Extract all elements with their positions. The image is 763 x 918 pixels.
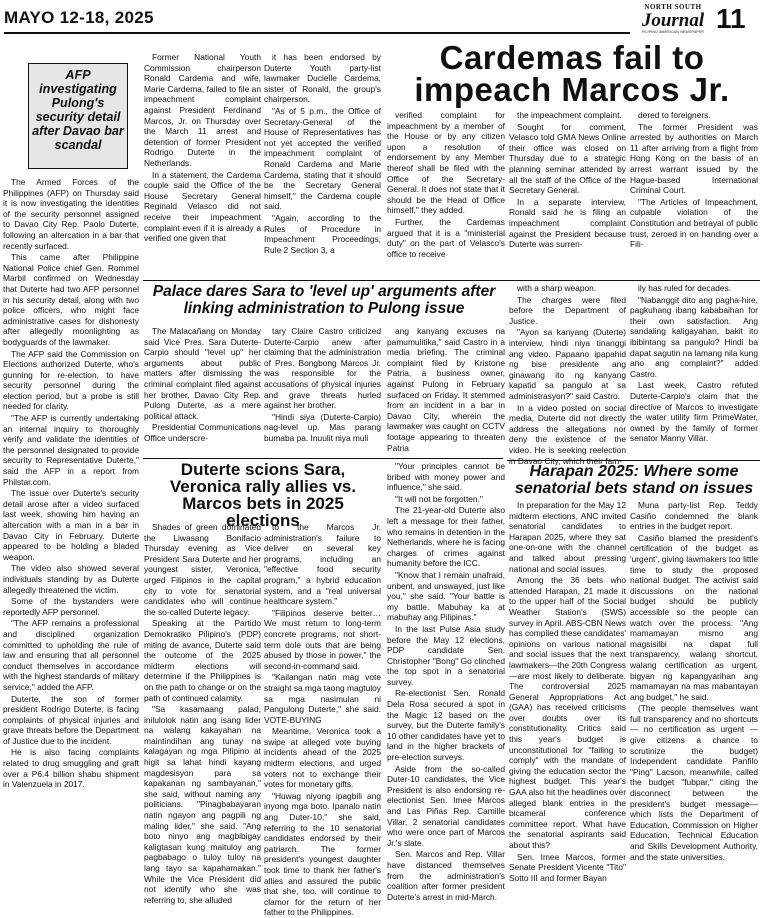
story4-column-1 [509, 500, 626, 883]
story2-column-1 [144, 326, 261, 456]
sidebar-headline: AFP investigating Pulong's security detail after Davao bar scandal [28, 63, 128, 169]
logo-main-text: Journal [641, 10, 705, 31]
story2-column-3 [387, 326, 505, 456]
paragraph: This came after Philippine National Police chief Gen. Rommel Marbil confirmed on Wednesday that Duterte had two AFP personnel in his security detail, along with two police officers, who might face administrative cases for dishonesty after allegedly moonlighting as bodyguards of the lawmaker. [3, 252, 139, 347]
paragraph: The issue over Duterte's security detail arose after a video surfaced last week, showing him having an altercation with a man in a bar in Davao City in February. Duterte appeared to be holding a bladed weapon. [3, 488, 139, 562]
paragraph: "The AFP remains a professional and disciplined organization committed to upholding the rule of law and ensuring that all personnel conduct themselves in accordance with the highest standards of military service," added the AFP. [3, 618, 139, 692]
paragraph: The charges were filed before the Department of Justice. [509, 294, 626, 326]
paragraph: tary Claire Castro criticized Duterte-Carpio anew after claiming that the administration of Pres. Bongbong Marcos Jr. was responsible for the accusations of physical injuries and grave threats hurled against her brother. [264, 326, 381, 411]
paragraph: Presidential Communications Office underscre- [144, 422, 261, 443]
paragraph: The former President was arrested by authorities on March 11 after arriving from a flight from Hong Kong on the basis of an arrest warrant issued by the Hague-based International Criminal Court. [630, 121, 758, 196]
paragraph: verified complaint for impeachment by a member of the House or by any citizen upon a resolution of endorsement by any Member thereof shall be filed with the Office of the Secretary-General. It does not state that it should be the Head of Office himself," they added. [387, 110, 505, 216]
paragraph: In a video posted on social media, Duterte did not directly address the allegations nor deny the existence of the video. He is seeking reelection [509, 402, 626, 455]
paragraph: Sen. Imee Marcos, former Senate President Vicente "Tito" Sotto III and former Bayan [509, 851, 626, 883]
paragraph: "The AFP is currently undertaking an internal inquiry to thoroughly verify and validate the identities of the personnel designated to provide security to Representative Duterte," said the AFP in a report from Philstar.com. [3, 413, 139, 487]
story3-column-1 [144, 522, 261, 905]
paragraph: Aside from the so-called Duter-10 candidates, the Vice President is also endorsing re-electionist Sen. Imee Marcos and Las Piñas Rep. Camille Villar, 2 senatorial candidates who were once part of Marcos Jr.'s slate. [387, 763, 505, 848]
paragraph: with a sharp weapon. [517, 283, 597, 293]
paragraph: The Armed Forces of the Philippines (AFP) on Thursday said it is now investigating the identities of the security personnel assigned to Davao City Rep. Paolo Duterte, following an altercation in a bar that recently surfaced. [3, 177, 139, 251]
story3-column-3 [387, 461, 505, 902]
paragraph: Last week, Castro refuted Duterte-Carpio's claim that the directive of Marcos to investigate the water utility firm PrimeWater, owned by the family of former senator Manny Villar. [630, 380, 758, 444]
paragraph: Shades of green dominated the Liwasang Bonifacio Thursday evening as Vice President Sara Duterte and her youngest sister, Veronica, urged Filipinos in the capital city to vote for senatorial candidates who will continue the so-called Duterte legacy. [144, 522, 261, 617]
paragraph: The Malacañang on Monday said Vice Pres. Sara Duterte-Carpio should "level up" her arguments about public matters after dismissing the criminal complaint filed against her brother, Davao City Rep. Pulong Duterte, as a mere political attack. [144, 326, 261, 421]
divider-3 [507, 460, 760, 461]
paragraph: "Your principles cannot be bribed with money power and influence," she said. [387, 461, 505, 493]
paragraph: Some of the bystanders were reportedly AFP personnel. [3, 596, 139, 617]
paragraph: Meantime, Veronica took a swipe at alleged vote buying incidents ahead of the 2025 midterm elections, and urged voters not to exchange their votes for monetary gifts. [264, 726, 381, 790]
paragraph: ang kanyang excuses na pamumulitika," said Castro in a media briefing. The criminal complaint filed by Kristone Patria, a business owner, against Pulong in February surfaced on Friday. It stemmed from an incident in a bar in Davao City, wherein the lawmaker was caught on CCTV footage appearing to threaten Patria [387, 326, 505, 453]
story2-column-2 [264, 326, 381, 456]
story1-column-5 [630, 110, 758, 278]
paragraph: "Sa kasamaang palad, inilulolok natin ang isang lider na walang kakayahan na maintindihan ang tunay na kalagayan ng mga Pilipino at higit sa lahat hindi kayang magdesisyon para sa kapakanan ng sambayanan," she said, without naming any politicians. "Pinagbabayaran natin ngayon ang pagpili ng maling lider," she said. "Ang boto ninyo ang magbibigay kaligtasan kung maituloy ang pagbabago o tuloy tuloy na lang tayo sa kapahamakan." While the Vice President did not identify who she was referring to, she alluded [144, 704, 261, 905]
story2-column-4 [509, 283, 626, 456]
story3-headline: Duterte scions Sara, Veronica rally allies vs. Marcos bets in 2025 elections [169, 460, 357, 530]
paragraph: In preparation for the May 12 midterm elections, ANC invited senatorial candidates to Harapan 2025, where they sat one-on-one with the channel and talked about pressing national and social issues. [509, 500, 626, 574]
paragraph: ily has ruled for decades. [638, 283, 732, 293]
divider-1 [143, 280, 760, 281]
paragraph: "Ayon sa kanyang (Duterte) interview, hindi niya tinanggi ang video. Papaano ipapahid ng bise presidente ang ginawang ito ng kanyang kapatid sa pangulo at sa administrasyon?" said Castro. [509, 327, 626, 401]
paragraph: Former National Youth Commission chairperson Ronald Cardema and wife, Marie Cardema, failed to file an impeachment complaint against President Ferdinand Marcos, Jr. on Thursday over the March 11 arrest and detention of former President Rodrigo Duterte in the Netherlands. [144, 52, 261, 168]
paragraph: Duterte, the son of former president Rodrigo Duterte, is facing complaints of physical injuries and grave threats before the Department of Justice due to the incident. [3, 693, 139, 746]
header-rule [4, 32, 630, 34]
paragraph: "The Articles of Impeachment, culpable violation of the Constitution and betrayal of public trust, zeroed in on handing over a Fili- [630, 196, 758, 250]
story1-column-3 [387, 110, 505, 278]
paragraph: In a separate interview, Ronald said he is filing an impeachment complaint against the President because Duterte was surren- [509, 196, 626, 250]
paragraph: Further, the Cardemas argued that it is a "ministerial duty" on the part of Velasco's office to receive [387, 216, 505, 259]
paragraph: "Nabanggit dito ang pagha-hire, pagkuhang ibang kababaihan for their own satisfaction. Ang sandaling kaligayahan, bakit ito ibibintang sa pangulo? Hindi ba dapat sagutin na lamang nila kung ano ang complaint?" added Castro. [630, 294, 758, 379]
paragraph: Sought for comment, Velasco told GMA News Online their office was closed on Thursday due to a strategic planning seminar attended by all the staff of the Office of the Secretary General. [509, 121, 626, 196]
story1-column-1 [144, 52, 261, 278]
paragraph: "Again, according to the Rules of Procedure in Impeachment Proceedings, Rule 2 Section 3, a [264, 212, 381, 255]
paragraph: Speaking at the Partido Demokratiko Pilipino's (PDP) miting de avance, Duterte said the outcome of the 2025 midterm elections will determine if the Philippines is on the path to change or on the path of continued calamity. [144, 618, 261, 703]
paragraph: The 21-year-old Duterte also left a message for their father, who remains in detention in the Netherlands, where he is facing charges of crimes against humanity before the ICC. [387, 505, 505, 569]
paragraph: "Hindi siya (Duterte-Carpio) nag-level up. Mas parang bumaba pa. Inuulit niya muli [264, 411, 381, 443]
paragraph: "Kailangan natin mag vote straight sa mga taong magtuloy sa mga nasimulan ni Pangulong Duterte," she said. VOTE-BUYING [264, 672, 381, 725]
story3-column-2 [264, 522, 381, 918]
logo-sub-text: FILIPINO AMERICAN NEWSPAPER [641, 30, 705, 34]
paragraph: "As of 5 p.m., the Office of Secretary-General of the House of Representatives has not yet accepted the verified impeachment complaint of Ronald Cardema and Marie Cardema, stating that it should be the Secretary General himself," the Cardema couple said. [264, 105, 381, 212]
paragraph: "Know that I remain unafraid, unbent, and unswayed, just like you," she said. "Your battle is my battle. Mabuhay ka at mabuhay ang Pilipinas." [387, 569, 505, 623]
story1-column-2 [264, 52, 381, 278]
paragraph: In the last Pulse Asia study before the May 12 elections, PDP candidate Sen. Christopher "Bong" Go clinched the top spot in a senatorial survey. [387, 623, 505, 687]
divider-2 [143, 458, 503, 459]
paragraph: The AFP said the Commission on Elections authorized Duterte, who's gunning for re-election, to have security personnel during the election period, but a probe is still needed for clarity. [3, 348, 139, 412]
paragraph: Casiño blamed the president's certification of the budget as 'urgent', giving lawmakers too little time to study the proposed national budget. The activist said discussions on the national budget should be publicly accessible so the people can watch over the process. "Ang mamamayan mismo ang magsisilbi na dapat full transparency, walang shortcut, walang certification as urgent, bigyan ng kapangyarihan ang mamamayan na mas mabantayan ang budget," he said. [630, 532, 758, 702]
paragraph: "Filipinos deserve better… We must return to long-term concrete programs, not short-term dole outs that are being abused by those in power," the second-in-command said. [264, 607, 381, 671]
paragraph: the impeachment complaint. [517, 110, 622, 120]
paragraph: Muna party-list Rep. Teddy Casiño condemned the blank entries in the budget report. [630, 500, 758, 532]
story2-column-5 [630, 283, 758, 456]
paragraph: (The people themselves want full transparency and no shortcuts — no certification as urgent — give citizens a chance to scrutinize the budget) Independent candidate Panfilo "Ping" Lacson, meanwhile, called the budget "fubpar," citing the disconnect between the president's budget message—which lists the Department of Education, Commission on Higher Education, Technical Education and Skills Development Authority, and the state universities. [630, 703, 758, 862]
issue-date: MAYO 12-18, 2025 [4, 8, 154, 27]
story2-headline: Palace dares Sara to 'level up' arguments after linking administration to Pulong issue [152, 283, 496, 317]
paragraph: In a statement, the Cardema couple said the Office of the House Secretary General Reginald Velasco did not receive their impeachment complaint even if it is already a verified one given that [144, 169, 261, 244]
story1-column-4 [509, 110, 626, 278]
story4-headline: Harapan 2025: Where some senatorial bets stand on issues [514, 463, 754, 497]
page-number: 11 [716, 3, 746, 34]
paragraph: "Huwag niyong ipagbili ang inyong mga boto. Ipanalo natin ang Duter-10," she said, referring to the 10 senatorial candidates endorsed by their patriarch. The former president's youngest daughter took time to thank her father's allies and assured the public that she, too, will continue to clamor for the return of her father to the Philippines. [264, 790, 381, 918]
paragraph: "It will not be forgotten." [395, 493, 483, 504]
sidebar-article-body [3, 177, 139, 857]
paragraph: He is also facing complaints related to drug smuggling and graft over a P6.4 billion shabu shipment in Valenzuela in 2017. [3, 747, 139, 790]
story4-column-2 [630, 500, 758, 862]
paragraph: Among the 36 bets who attended Harapan, 21 made it to the upper half of the Social Weather Station's (SWS) survey in April. ABS-CBN News has compiled these candidates' opinions on various national and social issues that the next lawmakers—the 20th Congress—are most likely to deliberate. The controversial 2025 General Appropriations Act (GAA) has received criticisms over doubts over its constitutionality. Critics said this year's budget is unconstitutional for "failing to comply" with the mandate of giving the education sector the highest budget. This year's GAA also hit the headlines over alleged blank entries in the bicameral conference committee report. What have the senatorial aspirants said about this? [509, 575, 626, 850]
masthead-logo [632, 3, 714, 37]
paragraph: it has been endorsed by Duterte Youth party-list lawmaker Ducielle Cardema, sister of Ronald, the group's chairperson. [264, 52, 381, 105]
paragraph: Re-electionist Sen. Ronald Dela Rosa secured a spot in the Magic 12 based on the survey, but the Duterte family's 10 other candidates have yet to land in the higher brackets of pre-election surveys. [387, 688, 505, 763]
logo-top-text: NORTH SOUTH [644, 3, 702, 11]
story1-headline: Cardemas fail to impeach Marcos Jr. [414, 39, 730, 108]
paragraph: Sen. Marcos and Rep. Villar have distanced themselves from the administration's coalition after former president Duterte's arrest in mid-March. [387, 849, 505, 902]
paragraph: to the Marcos Jr. administration's failure to deliver on several key programs, including an "effective food security program," a hybrid education system, and a "real universal healthcare system." [264, 522, 381, 607]
paragraph: The video also showed several individuals standing by as Duterte allegedly threatened the victim. [3, 563, 139, 595]
paragraph: dered to foreigners. [638, 110, 711, 120]
